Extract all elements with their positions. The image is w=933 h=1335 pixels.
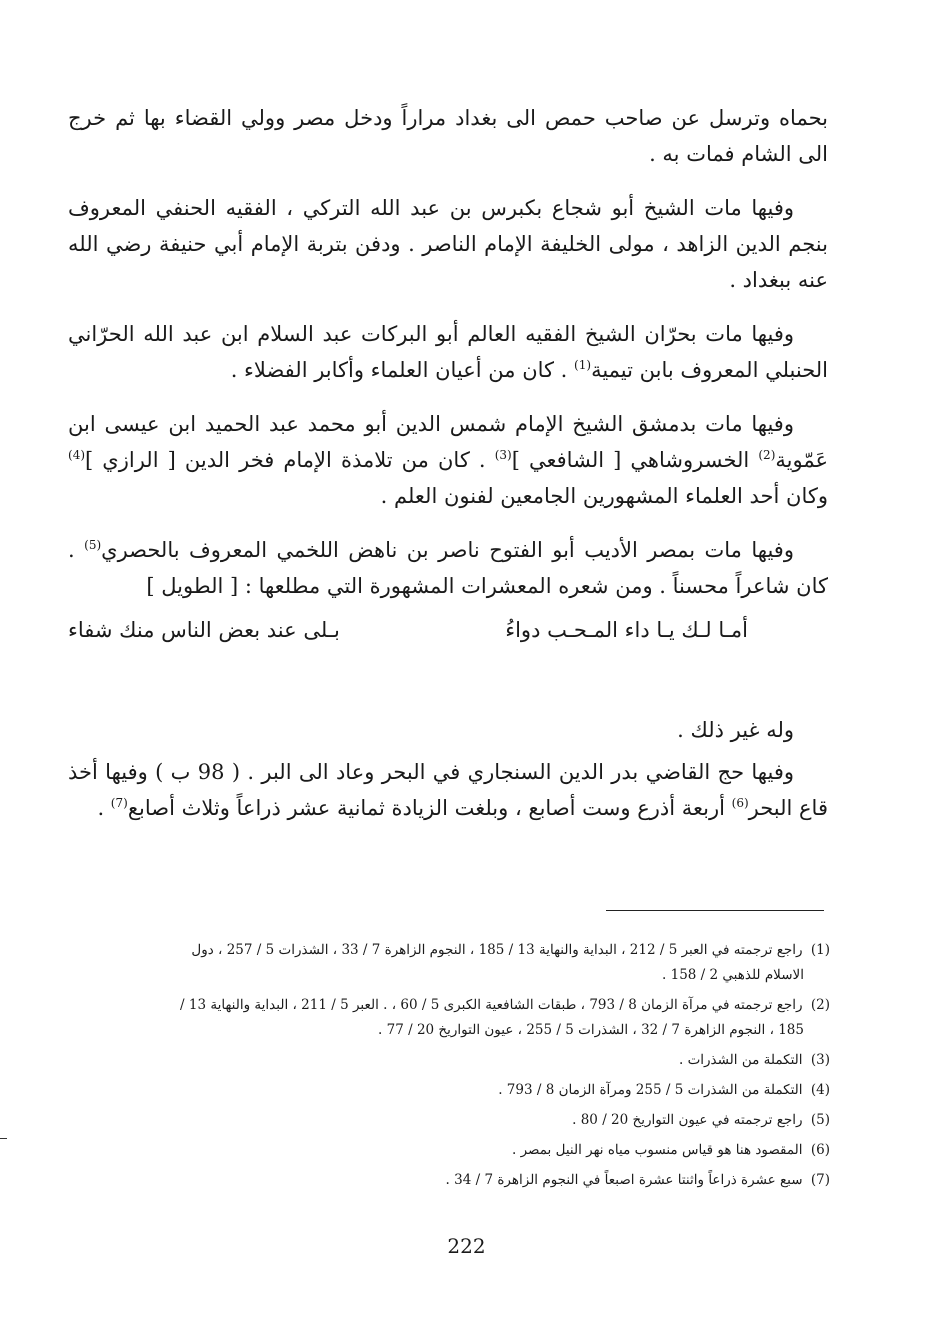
page-number: 222: [447, 1234, 486, 1258]
main-text: [68, 100, 828, 844]
footnote-text: راجع ترجمته في عيون التواريخ 20 / 80 .: [572, 1112, 803, 1128]
paragraph-3: [68, 316, 828, 388]
footnote-text: راجع ترجمته في العبر 5 / 212 ، البداية والنهاية 13 / 185 ، النجوم الزاهرة 7 / 33 ، الشذرات 5 / 257 ، دول: [191, 942, 803, 958]
paragraph-5-text-a: وفيها مات بمصر الأديب أبو الفتوح ناصر بن ناهض اللخمي المعروف بالحصري: [101, 538, 794, 562]
paragraph-2: [68, 190, 828, 298]
paragraph-1: [68, 100, 828, 172]
footnote-number: (3): [810, 1052, 830, 1068]
footnote-continuation: 185 ، النجوم الزاهرة 7 / 32 ، الشذرات 5 / 255 ، عيون التواريخ 20 / 77 .: [378, 1022, 804, 1038]
footnote-ref-2[interactable]: (2): [758, 448, 776, 462]
paragraph-7-text-c: .: [97, 796, 111, 820]
footnote-ref-3[interactable]: (3): [494, 448, 512, 462]
paragraph-4-text-d: وكان أحد العلماء المشهورين الجامعين لفنون العلم .: [380, 484, 828, 508]
verse-second-hemistich: بـلى عند بعض الناس منك شفاء: [68, 618, 340, 642]
paragraph-1-text: بحماه وترسل عن صاحب حمص الى بغداد مراراً ودخل مصر وولي القضاء بها ثم خرج الى الشام فمات به .: [68, 106, 828, 166]
footnote-number: (2): [810, 997, 830, 1013]
footnote-number: (1): [810, 942, 830, 958]
footnote-ref-1[interactable]: (1): [574, 358, 592, 372]
footnote-1: [66, 938, 830, 988]
paragraph-7-text-a: وفيها حج القاضي بدر الدين السنجاري في البحر وعاد الى البر . ( 98 ب ) وفيها أخذ قاع البحر: [68, 760, 828, 820]
footnote-number: (7): [810, 1172, 830, 1188]
paragraph-4-text-a: وفيها مات بدمشق الشيخ الإمام شمس الدين أبو محمد عبد الحميد ابن عيسى ابن عَمّوية: [68, 412, 828, 472]
footnote-7: [66, 1168, 830, 1193]
footnotes: [66, 938, 830, 1198]
paragraph-4-text-c: . كان من تلامذة الإمام فخر الدين [ الرازي ]: [85, 448, 495, 472]
footnote-text: التكملة من الشذرات 5 / 255 ومرآة الزمان 8 / 793 .: [498, 1082, 803, 1098]
paragraph-5-text-b: . كان شاعراً محسناً . ومن شعره المعشرات المشهورة التي مطلعها : [ الطويل ]: [68, 538, 828, 598]
paragraph-2-text: وفيها مات الشيخ أبو شجاع بكبرس بن عبد الله التركي ، الفقيه الحنفي المعروف بنجم الدين الزاهد ، مولى الخليفة الإمام الناصر . ودفن بتربة الإمام أبي حنيفة رضي الله عنه ببغداد .: [68, 196, 828, 292]
paragraph-3-text-a: وفيها مات بحرّان الشيخ الفقيه العالم أبو البركات عبد السلام ابن عبد الله الحرّاني الحنبلي المعروف بابن تيمية: [68, 322, 828, 382]
paragraph-4-text-b: الخسروشاهي [ الشافعي ]: [511, 448, 759, 472]
footnote-4: [66, 1078, 830, 1103]
footnote-number: (4): [810, 1082, 830, 1098]
footnote-ref-4[interactable]: (4): [68, 448, 86, 462]
footnote-ref-7[interactable]: (7): [110, 796, 128, 810]
paragraph-5: [68, 532, 828, 604]
paragraph-3-text-b: . كان من أعيان العلماء وأكابر الفضلاء .: [230, 358, 575, 382]
verse-line: [68, 612, 828, 648]
scan-edge-mark: [0, 1138, 7, 1139]
footnote-5: [66, 1108, 830, 1133]
footnote-6: [66, 1138, 830, 1163]
footnote-continuation: الاسلام للذهبي 2 / 158 .: [662, 967, 804, 983]
footnote-text: سبع عشرة ذراعاً واثنتا عشرة اصبعاً في النجوم الزاهرة 7 / 34 .: [445, 1172, 803, 1188]
footnote-text: المقصود هنا هو قياس منسوب مياه نهر النيل بمصر .: [512, 1142, 803, 1158]
paragraph-6-text: وله غير ذلك .: [677, 718, 794, 742]
footnote-text: راجع ترجمته في مرآة الزمان 8 / 793 ، طبقات الشافعية الكبرى 5 / 60 ، . العبر 5 / 211 ، البداية والنهاية 13 /: [180, 997, 803, 1013]
verse-first-hemistich: أمـا لـك يـا داء المـحـب دواءُ: [505, 618, 748, 642]
footnote-3: [66, 1048, 830, 1073]
paragraph-4: [68, 406, 828, 514]
footnote-text: التكملة من الشذرات .: [678, 1052, 803, 1068]
footnote-number: (6): [810, 1142, 830, 1158]
paragraph-7: [68, 754, 828, 826]
paragraph-7-text-b: أربعة أذرع وست أصابع ، وبلغت الزيادة ثمانية عشر ذراعاً وثلاث أصابع: [127, 796, 732, 820]
footnote-ref-6[interactable]: (6): [731, 796, 749, 810]
paragraph-6: [68, 712, 828, 748]
footnote-2: [66, 993, 830, 1043]
footnote-number: (5): [810, 1112, 830, 1128]
footnote-separator: [606, 910, 824, 911]
footnote-ref-5[interactable]: (5): [84, 538, 102, 552]
